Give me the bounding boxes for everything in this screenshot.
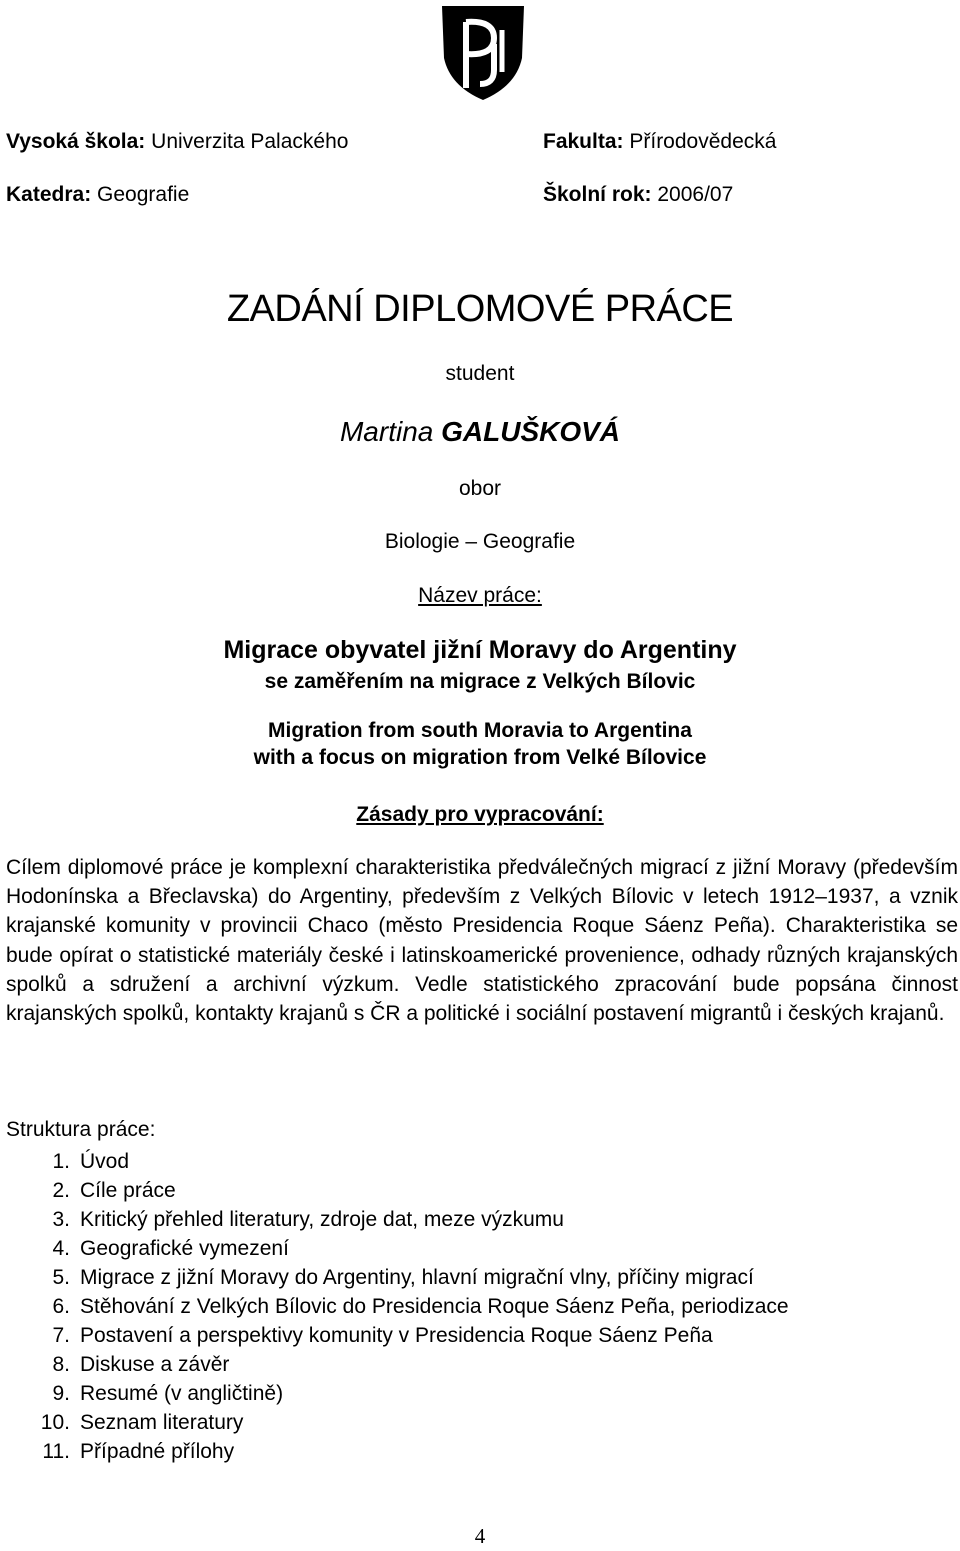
thesis-name-label-text: Název práce: xyxy=(418,584,542,607)
structure-item-text: Migrace z jižní Moravy do Argentiny, hlavní migrační vlny, příčiny migrací xyxy=(80,1266,754,1289)
structure-item-text: Postavení a perspektivy komunity v Presidencia Roque Sáenz Peña xyxy=(80,1324,713,1347)
university-shield-logo-icon xyxy=(436,0,530,104)
student-first-name: Martina xyxy=(339,416,434,447)
faculty-line xyxy=(543,130,776,154)
student-name xyxy=(0,416,960,448)
school-value: Univerzita Palackého xyxy=(151,130,349,153)
structure-label: Struktura práce: xyxy=(6,1118,156,1141)
field-label: obor xyxy=(458,477,502,500)
structure-item-text: Cíle práce xyxy=(80,1179,176,1202)
year-value: 2006/07 xyxy=(657,183,734,206)
department-line xyxy=(6,183,189,207)
student-last-name: GALUŠKOVÁ xyxy=(441,416,621,447)
principles-paragraph: Cílem diplomové práce je komplexní charakteristika předválečných migrací z jižní Moravy (především Hodonínska a Břeclavska) do Argentiny, především z Velkých Bílovic v letech 1912–1937, a vznik krajanské komunity v provincii Chaco (město Presidencia Roque Sáenz Peña). Charakteristika se bude opírat o statistické materiály české i latinskoamerické provenience, odhady různých krajanských spolků a sdružení a archivní výzkum. Vedle statistického zpracování bude popsána činnost krajanských spolků, kontakty krajanů s ČR a politické i sociální postavení migrantů i českých krajanů. xyxy=(6,856,958,1026)
thesis-title-cz-2: se zaměřením na migrace z Velkých Bílovic xyxy=(264,670,696,693)
page-number: 4 xyxy=(474,1524,486,1548)
faculty-value: Přírodovědecká xyxy=(629,130,777,153)
structure-item-text: Seznam literatury xyxy=(80,1411,244,1434)
year-label: Školní rok: xyxy=(543,183,652,206)
structure-item-text: Resumé (v angličtině) xyxy=(80,1382,284,1405)
structure-item-text: Diskuse a závěr xyxy=(80,1353,230,1376)
field-value: Biologie – Geografie xyxy=(384,530,576,553)
structure-item-number: 3. xyxy=(52,1208,70,1231)
structure-item-text: Úvod xyxy=(80,1150,130,1173)
structure-item-text: Kritický přehled literatury, zdroje dat, meze výzkumu xyxy=(80,1208,564,1231)
university-logo xyxy=(436,0,530,104)
principles-label xyxy=(0,803,960,827)
structure-item-text: Geografické vymezení xyxy=(80,1237,289,1260)
student-label: student xyxy=(445,362,515,385)
thesis-title-cz-1: Migrace obyvatel jižní Moravy do Argentiny xyxy=(223,636,737,664)
structure-item-number: 9. xyxy=(52,1382,70,1405)
department-label: Katedra: xyxy=(6,183,92,206)
faculty-label: Fakulta: xyxy=(543,130,624,153)
thesis-title-en-1: Migration from south Moravia to Argentina xyxy=(268,719,692,742)
principles-label-text: Zásady pro vypracování: xyxy=(356,803,604,826)
structure-item-number: 10. xyxy=(40,1411,70,1434)
structure-item-text: Případné přílohy xyxy=(80,1440,235,1463)
year-line xyxy=(543,183,733,207)
structure-item-number: 1. xyxy=(52,1150,70,1173)
thesis-name-label xyxy=(0,584,960,608)
structure-item-number: 11. xyxy=(42,1440,70,1463)
thesis-title-en-2: with a focus on migration from Velké Bílovice xyxy=(253,746,707,769)
school-label: Vysoká škola: xyxy=(6,130,146,153)
structure-item-text: Stěhování z Velkých Bílovic do Presidencia Roque Sáenz Peña, periodizace xyxy=(80,1295,789,1318)
structure-item-number: 8. xyxy=(52,1353,70,1376)
page-title: ZADÁNÍ DIPLOMOVÉ PRÁCE xyxy=(226,288,734,330)
school-line xyxy=(6,130,348,154)
structure-item-number: 6. xyxy=(52,1295,70,1318)
structure-item-number: 7. xyxy=(52,1324,70,1347)
structure-item-number: 5. xyxy=(52,1266,70,1289)
structure-item-number: 4. xyxy=(52,1237,70,1260)
structure-item-number: 2. xyxy=(52,1179,70,1202)
department-value: Geografie xyxy=(97,183,190,206)
